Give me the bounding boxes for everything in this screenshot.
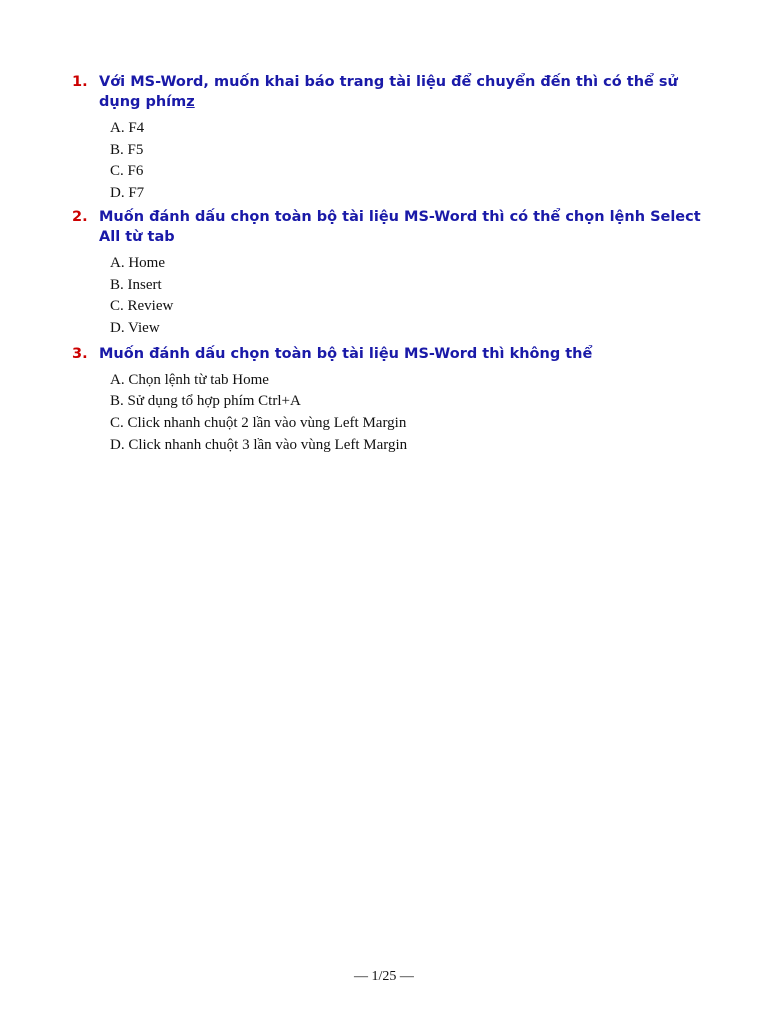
question-2-options [72,253,702,340]
question-3 [72,344,702,457]
question-2-option-a: A. Home [110,254,165,271]
question-2-number: 2. [72,208,88,225]
question-3-options [72,370,702,457]
question-1-options [72,118,702,205]
question-3-option-b: B. Sử dụng tổ hợp phím Ctrl+A [110,393,301,410]
question-2-option-d: D. View [110,319,160,336]
question-1-option-c: C. F6 [110,163,144,180]
question-1-text-wrap [99,72,702,112]
question-3-number: 3. [72,345,88,362]
question-3-option-a: A. Chọn lệnh từ tab Home [110,371,269,388]
question-3-option-c: C. Click nhanh chuột 2 lần vào vùng Left Margin [110,415,407,432]
question-1 [72,72,702,205]
page-number-footer: — 1/25 — [354,969,414,984]
question-3-option-d: D. Click nhanh chuột 3 lần vào vùng Left Margin [110,436,408,453]
question-1-text: Với MS-Word, muốn khai báo trang tài liệu để chuyển đến thì có thể sử dụng phím [99,74,678,110]
question-1-text-tail: z [186,94,195,110]
question-1-number: 1. [72,74,88,90]
question-1-option-d: D. F7 [110,185,145,202]
question-3-heading [72,344,702,364]
question-2-option-b: B. Insert [110,276,162,293]
question-2-option-c: C. Review [110,298,174,315]
question-2-text: Muốn đánh dấu chọn toàn bộ tài liệu MS-Word thì có thể chọn lệnh Select All từ tab [99,208,701,245]
question-1-option-b: B. F5 [110,141,144,158]
question-1-option-a: A. F4 [110,120,145,136]
question-2-heading [72,207,702,247]
question-1-heading [72,72,702,112]
question-list [72,72,702,456]
question-3-text: Muốn đánh dấu chọn toàn bộ tài liệu MS-Word thì không thể [99,345,593,362]
question-2 [72,207,702,340]
